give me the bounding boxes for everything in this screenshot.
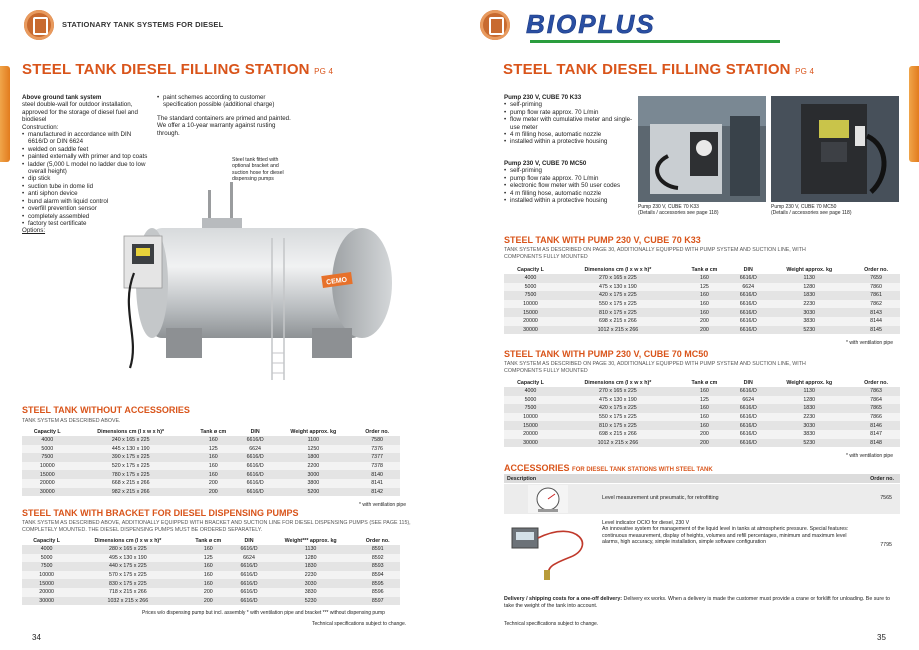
table-cell: 1012 x 215 x 266 (557, 326, 679, 335)
table-cell: 125 (679, 396, 730, 405)
pump-mc50-image (771, 96, 899, 202)
table-cell: 200 (184, 597, 232, 606)
accessory-row-1 (504, 484, 900, 514)
column-header: Order no. (864, 379, 888, 386)
table-cell: 6616/D (730, 308, 766, 317)
table3-title: STEEL TANK WITH PUMP 230 V, CUBE 70 K33 (504, 235, 701, 245)
table-cell: 7378 (354, 462, 400, 471)
table-pump-mc50 (504, 378, 900, 447)
pump2-features (504, 167, 634, 204)
table-cell: 475 x 130 x 190 (557, 283, 679, 292)
table-cell: 7865 (852, 404, 900, 413)
table-cell: 7861 (852, 291, 900, 300)
accessory-order-2: 7795 (880, 542, 892, 548)
table-cell: 6616/D (238, 436, 273, 445)
table-cell: 200 (184, 588, 232, 597)
table-cell: 8140 (354, 470, 400, 479)
table-cell: 160 (184, 571, 232, 580)
table-cell: 810 x 175 x 225 (557, 308, 679, 317)
table-cell: 7500 (22, 562, 71, 571)
table3-note: * with ventilation pipe (846, 340, 893, 346)
table-cell: 3830 (766, 317, 852, 326)
table-cell: 780 x 175 x 225 (73, 470, 189, 479)
table-cell: 6624 (238, 445, 273, 454)
table-cell: 160 (679, 308, 730, 317)
table-cell: 160 (679, 387, 730, 396)
table-row (504, 430, 900, 439)
table-cell: 125 (679, 283, 730, 292)
table-cell: 4000 (504, 274, 557, 283)
table-cell: 10000 (504, 300, 557, 309)
table-cell: 8595 (355, 579, 400, 588)
steel-tank-image (112, 178, 402, 380)
table-cell: 520 x 175 x 225 (73, 462, 189, 471)
accessory-desc-1: Level measurement unit pneumatic, for retrofitting (602, 495, 719, 501)
column-header: Capacity L (517, 266, 544, 273)
table-cell: 1130 (266, 545, 356, 554)
table-cell: 8144 (852, 317, 900, 326)
table-cell: 420 x 175 x 225 (557, 291, 679, 300)
table-row (22, 445, 400, 454)
list-item: • anti siphon device (22, 190, 152, 197)
table-cell: 200 (679, 326, 730, 335)
table-cell: 160 (184, 562, 232, 571)
table-cell: 3030 (266, 579, 356, 588)
table-cell: 280 x 165 x 225 (71, 545, 184, 554)
table-cell: 6616/D (232, 588, 266, 597)
column-header: Weight approx. kg (786, 379, 833, 386)
table-cell: 2230 (766, 413, 852, 422)
table-cell: 160 (189, 453, 238, 462)
column-header: DIN (743, 379, 753, 386)
table-row (504, 439, 900, 448)
pump1-text: Pump 230 V, CUBE 70 K33 • self-priming • pump flow rate approx. 70 L/min • flow meter with cumulative meter and single-use meter • 4 m filling hose, automatic nozzle • installed within a protective housing (504, 94, 634, 146)
table-cell: 3030 (766, 421, 852, 430)
table-row (22, 588, 400, 597)
table3-subtitle: TANK SYSTEM AS DESCRIBED ON PAGE 30, ADDITIONALLY EQUIPPED WITH PUMP SYSTEM AND SUCTION LINE, WITH COMPONENTS FULLY MOUNTED (504, 247, 806, 260)
page-title: STEEL TANK DIESEL FILLING STATION PG 4 (22, 61, 334, 78)
table-cell: 160 (189, 462, 238, 471)
table-cell: 5000 (504, 396, 557, 405)
table-row (504, 291, 900, 300)
column-header: Weight approx. kg (786, 266, 833, 273)
table-cell: 6616/D (232, 571, 266, 580)
table-cell: 4000 (22, 436, 73, 445)
list-item: • painted externally with primer and top coats (22, 153, 152, 160)
table-row (22, 462, 400, 471)
table-cell: 20000 (504, 317, 557, 326)
table-cell: 6624 (730, 283, 766, 292)
column-header: DIN (244, 537, 254, 544)
intro-col2 (157, 94, 297, 137)
table-cell: 6616/D (730, 326, 766, 335)
table-cell: 495 x 130 x 190 (71, 554, 184, 563)
table-cell: 15000 (504, 308, 557, 317)
table-cell: 1830 (266, 562, 356, 571)
column-header: Order no. (365, 428, 390, 435)
table2-subtitle: TANK SYSTEM AS DESCRIBED ABOVE, ADDITIONALLY EQUIPPED WITH BRACKET AND SUCTION LINE FOR DIESEL DISPENSING PUMPS (SEE PAGE 115), COMPLETELY MOUNTED. THE DIESEL DISPENSING PUMPS MUST BE ORDERED SEPARATELY. (22, 520, 411, 533)
table-cell: 698 x 215 x 266 (557, 317, 679, 326)
table4-title: STEEL TANK WITH PUMP 230 V, CUBE 70 MC50 (504, 349, 709, 359)
table-without-accessories (22, 427, 400, 496)
table-cell: 420 x 175 x 225 (557, 404, 679, 413)
right-page (460, 0, 919, 650)
table-cell: 8141 (354, 479, 400, 488)
table-cell: 200 (189, 488, 238, 497)
table-row (22, 488, 400, 497)
list-item: • electronic flow meter with 50 user codes (504, 182, 634, 189)
column-header: Dimensions cm (l x w x h)* (584, 379, 652, 386)
table-cell: 20000 (22, 479, 73, 488)
table-cell: 668 x 215 x 266 (73, 479, 189, 488)
table-cell: 30000 (504, 326, 557, 335)
intro-text: Above ground tank system steel double-wall for outdoor installation, approved for the storage of diesel fuel and biodiesel Construction: • manufactured in accordance with DIN 6616/D or DIN 6624 • welded on saddle feet • painted externally with primer and top coats • ladder (5,000 L model no ladder due to low overall height) • dip stick • suction tube in dome lid • anti siphon device • bund alarm with liquid control • overfill prevention sensor • completely assembled • factory test certificate Options: (22, 94, 152, 235)
left-footer: Technical specifications subject to change. (312, 621, 407, 627)
table-cell: 1130 (766, 274, 852, 283)
accessories-header: Description Order no. (504, 474, 900, 483)
table-row (504, 404, 900, 413)
table-cell: 4000 (22, 545, 71, 554)
table-cell: 718 x 215 x 266 (71, 588, 184, 597)
list-item: • suction tube in dome lid (22, 183, 152, 190)
table-row (22, 436, 400, 445)
table-cell: 6616/D (238, 453, 273, 462)
table-row (504, 326, 900, 335)
table-row (22, 571, 400, 580)
section-header: STATIONARY TANK SYSTEMS FOR DIESEL (62, 20, 224, 29)
table-cell: 7862 (852, 300, 900, 309)
table-row (22, 545, 400, 554)
table-cell: 3000 (272, 470, 354, 479)
table-row (504, 421, 900, 430)
list-item: • dip stick (22, 175, 152, 182)
bioplus-logo: BIOPLUS (526, 9, 656, 39)
list-item: • ladder (5,000 L model no ladder due to low overall height) (22, 161, 152, 176)
column-header: Dimensions cm (l x w x h)* (94, 537, 162, 544)
pump2-caption: Pump 230 V, CUBE 70 MC50 (Details / accessories see page 118) (771, 204, 852, 216)
table-cell: 6616/D (730, 274, 766, 283)
list-item: • manufactured in accordance with DIN 6616/D or DIN 6624 (22, 131, 152, 146)
table-row (22, 579, 400, 588)
table-cell: 160 (679, 274, 730, 283)
list-item: • flow meter with cumulative meter and single-use meter (504, 116, 634, 131)
table-row (504, 300, 900, 309)
table-cell: 15000 (22, 470, 73, 479)
column-header: Tank ø cm (200, 428, 227, 435)
table-cell: 7860 (852, 283, 900, 292)
list-item: • welded on saddle feet (22, 146, 152, 153)
table-cell: 1800 (272, 453, 354, 462)
list-item: • factory test certificate (22, 220, 152, 227)
list-item: • 4 m filling hose, automatic nozzle (504, 131, 634, 138)
table-row (22, 597, 400, 606)
table-cell: 810 x 175 x 225 (557, 421, 679, 430)
gauge-image (528, 485, 568, 513)
column-header: Capacity L (517, 379, 544, 386)
table-cell: 3800 (272, 479, 354, 488)
table-cell: 200 (679, 317, 730, 326)
logo-underline (530, 40, 780, 43)
callout-text: Steel tank fitted with optional bracket and suction hose for diesel dispensing pumps (232, 157, 284, 182)
tank-brand-label: CEMO (325, 276, 348, 287)
table-cell: 1830 (766, 404, 852, 413)
table-row (504, 413, 900, 422)
table-cell: 200 (189, 479, 238, 488)
table-cell: 698 x 215 x 266 (557, 430, 679, 439)
table-cell: 5000 (504, 283, 557, 292)
page-number-right: 35 (877, 633, 886, 642)
column-header: Capacity L (33, 537, 61, 544)
table-cell: 6616/D (238, 488, 273, 497)
table-cell: 160 (184, 545, 232, 554)
page-title-right: STEEL TANK DIESEL FILLING STATION PG 4 (503, 61, 815, 78)
list-item: • installed within a protective housing (504, 197, 634, 204)
column-header: Tank ø cm (691, 266, 718, 273)
table1-subtitle: TANK SYSTEM AS DESCRIBED ABOVE. (22, 418, 121, 424)
table-cell: 1280 (766, 396, 852, 405)
table-cell: 445 x 130 x 190 (73, 445, 189, 454)
table-cell: 10000 (22, 571, 71, 580)
list-item: • pump flow rate approx. 70 L/min (504, 175, 634, 182)
table-cell: 6616/D (232, 562, 266, 571)
table4-note: * with ventilation pipe (846, 453, 893, 459)
table-cell: 1280 (766, 283, 852, 292)
table-cell: 475 x 130 x 190 (557, 396, 679, 405)
table-cell: 160 (189, 436, 238, 445)
table-cell: 6616/D (232, 545, 266, 554)
table-cell: 6616/D (238, 470, 273, 479)
table-cell: 570 x 175 x 225 (71, 571, 184, 580)
column-header: DIN (250, 428, 260, 435)
table-cell: 30000 (504, 439, 557, 448)
left-edge-tab (0, 66, 10, 162)
table-cell: 830 x 175 x 225 (71, 579, 184, 588)
level-indicator-image (508, 518, 596, 582)
table-cell: 550 x 175 x 225 (557, 300, 679, 309)
table-cell: 5200 (272, 488, 354, 497)
table-cell: 6616/D (730, 404, 766, 413)
list-item: • bund alarm with liquid control (22, 198, 152, 205)
table-cell: 1032 x 215 x 266 (71, 597, 184, 606)
table-cell: 1130 (766, 387, 852, 396)
list-item: • self-priming (504, 101, 634, 108)
table-cell: 3830 (766, 430, 852, 439)
delivery-info: Delivery / shipping costs for a one-off delivery: Delivery ex works. When a delivery is made the customer must provide a crane or forklift for unloading. Be sure to take the weight of the tank into account. (504, 596, 890, 609)
table-cell: 982 x 215 x 266 (73, 488, 189, 497)
table-cell: 7500 (504, 404, 557, 413)
table-cell: 10000 (22, 462, 73, 471)
table-cell: 160 (679, 404, 730, 413)
accessory-order-1: 7565 (880, 495, 892, 501)
table-row (22, 554, 400, 563)
options-list (157, 94, 297, 109)
table-cell: 8592 (355, 554, 400, 563)
accessories-title: ACCESSORIES FOR DIESEL TANK STATIONS WITH STEEL TANK (504, 463, 713, 473)
table-row (22, 479, 400, 488)
cemo-badge-icon (24, 10, 54, 40)
table-row (22, 562, 400, 571)
table-cell: 10000 (504, 413, 557, 422)
table-cell: 125 (184, 554, 232, 563)
list-item: • overfill prevention sensor (22, 205, 152, 212)
list-item: • paint schemes according to customer specification possible (additional charge) (157, 94, 297, 109)
column-header: Capacity L (33, 428, 61, 435)
table-cell: 30000 (22, 597, 71, 606)
pump1-features (504, 101, 634, 145)
table-cell: 6624 (730, 396, 766, 405)
table-cell: 160 (679, 300, 730, 309)
table-cell: 270 x 165 x 225 (557, 387, 679, 396)
list-item: • completely assembled (22, 213, 152, 220)
left-page (0, 0, 459, 650)
table-cell: 5000 (22, 445, 73, 454)
table4-subtitle: TANK SYSTEM AS DESCRIBED ON PAGE 30, ADDITIONALLY EQUIPPED WITH PUMP SYSTEM AND SUCTION LINE, WITH COMPONENTS FULLY MOUNTED (504, 361, 806, 374)
table-cell: 20000 (22, 588, 71, 597)
table-cell: 270 x 165 x 225 (557, 274, 679, 283)
table-cell: 4000 (504, 387, 557, 396)
table-cell: 2200 (272, 462, 354, 471)
list-item: • pump flow rate approx. 70 L/min (504, 109, 634, 116)
pump2-text: Pump 230 V, CUBE 70 MC50 • self-priming • pump flow rate approx. 70 L/min • electronic flow meter with 50 user codes • 4 m filling hose, automatic nozzle • installed within a protective housing (504, 160, 634, 204)
table-cell: 8143 (852, 308, 900, 317)
list-item: • installed within a protective housing (504, 138, 634, 145)
table-cell: 6616/D (238, 462, 273, 471)
table-cell: 5000 (22, 554, 71, 563)
table-cell: 7376 (354, 445, 400, 454)
table-cell: 7500 (22, 453, 73, 462)
accessory-row-2 (504, 516, 900, 586)
page-number-left: 34 (32, 633, 41, 642)
right-edge-tab (909, 66, 919, 162)
column-header: Dimensions cm (l x w x h)* (584, 266, 652, 273)
table2-title: STEEL TANK WITH BRACKET FOR DIESEL DISPENSING PUMPS (22, 508, 299, 518)
table-cell: 8596 (355, 588, 400, 597)
table-cell: 6624 (232, 554, 266, 563)
accessory-desc-2: Level indicator OCIO for diesel, 230 V An innovative system for management of the liquid level in tanks at atmospheric pressure. Special features: continuous measurement, display of heights, volumes and refill percentages, minimum and maximum level alarms, high accuracy, simple installation, simple software configuration (602, 520, 849, 545)
table-cell: 8147 (852, 430, 900, 439)
table-cell: 7377 (354, 453, 400, 462)
table-cell: 1830 (766, 291, 852, 300)
column-header: Order no. (365, 537, 390, 544)
table-row (504, 317, 900, 326)
table-cell: 8591 (355, 545, 400, 554)
table-cell: 5230 (266, 597, 356, 606)
table-row (504, 387, 900, 396)
table-cell: 6616/D (730, 439, 766, 448)
table-cell: 6616/D (730, 300, 766, 309)
table-cell: 6616/D (730, 421, 766, 430)
table-cell: 2230 (266, 571, 356, 580)
table-cell: 3830 (266, 588, 356, 597)
table-pump-k33 (504, 265, 900, 334)
table1-title: STEEL TANK WITHOUT ACCESSORIES (22, 405, 190, 415)
table-cell: 160 (679, 421, 730, 430)
table-cell: 30000 (22, 488, 73, 497)
column-header: Order no. (864, 266, 888, 273)
table-with-bracket (22, 536, 400, 605)
table-cell: 8594 (355, 571, 400, 580)
table-cell: 7580 (354, 436, 400, 445)
table-cell: 1280 (266, 554, 356, 563)
table-cell: 125 (189, 445, 238, 454)
table-cell: 6616/D (730, 387, 766, 396)
table-cell: 8142 (354, 488, 400, 497)
table-row (504, 283, 900, 292)
table-cell: 8148 (852, 439, 900, 448)
table-cell: 240 x 165 x 225 (73, 436, 189, 445)
table-row (22, 470, 400, 479)
table-cell: 5230 (766, 439, 852, 448)
table-cell: 20000 (504, 430, 557, 439)
list-item: • 4 m filling hose, automatic nozzle (504, 190, 634, 197)
table-row (22, 453, 400, 462)
table-row (504, 274, 900, 283)
table-cell: 8146 (852, 421, 900, 430)
table1-note: * with ventilation pipe (359, 502, 406, 508)
column-header: DIN (743, 266, 753, 273)
table-cell: 200 (679, 439, 730, 448)
table-cell: 7659 (852, 274, 900, 283)
table-cell: 7863 (852, 387, 900, 396)
column-header: Weight*** approx. kg (284, 537, 337, 544)
table-cell: 15000 (504, 421, 557, 430)
table2-note: Prices w/o dispensing pump but incl. assembly * with ventilation pipe and bracket *** without dispensing pump (142, 610, 385, 616)
table-cell: 160 (184, 579, 232, 588)
column-header: Tank ø cm (195, 537, 222, 544)
pump1-caption: Pump 230 V, CUBE 70 K33 (Details / accessories see page 118) (638, 204, 719, 216)
column-header: Weight approx. kg (290, 428, 337, 435)
table-cell: 6616/D (730, 317, 766, 326)
table-row (504, 308, 900, 317)
table-cell: 440 x 175 x 225 (71, 562, 184, 571)
table-cell: 5230 (766, 326, 852, 335)
table-cell: 1100 (272, 436, 354, 445)
table-cell: 160 (679, 291, 730, 300)
table-cell: 6616/D (232, 597, 266, 606)
table-cell: 6616/D (730, 413, 766, 422)
column-header: Tank ø cm (691, 379, 718, 386)
table-cell: 15000 (22, 579, 71, 588)
table-cell: 6616/D (730, 291, 766, 300)
pump-k33-image (638, 96, 766, 202)
table-cell: 8145 (852, 326, 900, 335)
table-cell: 2230 (766, 300, 852, 309)
list-item: • self-priming (504, 167, 634, 174)
column-header: Dimensions cm (l x w x h)* (97, 428, 165, 435)
table-cell: 160 (189, 470, 238, 479)
table-cell: 390 x 175 x 225 (73, 453, 189, 462)
right-footer: Technical specifications subject to change. (504, 621, 599, 627)
table-cell: 6616/D (730, 430, 766, 439)
table-cell: 550 x 175 x 225 (557, 413, 679, 422)
table-cell: 7866 (852, 413, 900, 422)
table-cell: 8597 (355, 597, 400, 606)
table-cell: 1250 (272, 445, 354, 454)
table-row (504, 396, 900, 405)
table-cell: 1012 x 215 x 266 (557, 439, 679, 448)
table-cell: 6616/D (232, 579, 266, 588)
table-cell: 7864 (852, 396, 900, 405)
table-cell: 6616/D (238, 479, 273, 488)
cemo-badge-icon (480, 10, 510, 40)
table-cell: 200 (679, 430, 730, 439)
warranty-text: The standard containers are primed and painted. We offer a 10-year warranty against rusting through. (157, 114, 291, 137)
table-cell: 3030 (766, 308, 852, 317)
table-cell: 8593 (355, 562, 400, 571)
table-cell: 160 (679, 413, 730, 422)
table-cell: 7500 (504, 291, 557, 300)
